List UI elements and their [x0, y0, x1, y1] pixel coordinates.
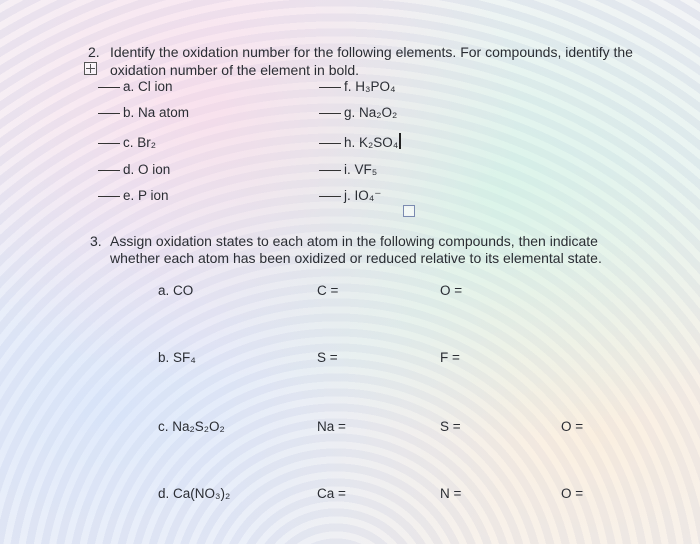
q3-atom-n: N = — [440, 486, 462, 501]
answer-blank — [98, 143, 120, 144]
checkbox-icon[interactable] — [403, 205, 415, 217]
q3-atom-na: Na = — [317, 419, 346, 434]
q2-item-c — [98, 135, 156, 150]
q2-item-j — [319, 188, 381, 204]
answer-blank — [319, 196, 341, 197]
q2-instructions-line1: Identify the oxidation number for the following elements. For compounds, identify the — [110, 44, 633, 60]
item-label: c. Br₂ — [123, 135, 156, 150]
q2-number: 2. — [88, 44, 100, 60]
item-label: f. H₃PO₄ — [344, 79, 396, 94]
answer-blank — [319, 170, 341, 171]
item-label: a. Cl ion — [123, 79, 173, 94]
q2-item-b — [98, 105, 189, 120]
q2-item-g — [319, 105, 397, 120]
q3-atom-f: F = — [440, 350, 460, 365]
q3-atom-ca: Ca = — [317, 486, 346, 501]
q3-atom-o: O = — [440, 283, 463, 298]
text-cursor-icon — [399, 133, 401, 149]
item-label: e. P ion — [123, 188, 169, 203]
q3-compound-d: d. Ca(NO₃)₂ — [158, 486, 231, 501]
answer-blank — [98, 196, 120, 197]
q2-item-d — [98, 162, 170, 177]
q3-atom-o: O = — [561, 486, 584, 501]
item-label: g. Na₂O₂ — [344, 105, 398, 120]
q3-compound-a: a. CO — [158, 283, 194, 298]
answer-blank — [319, 143, 341, 144]
q2-item-h — [319, 135, 398, 150]
expand-plus-icon[interactable] — [84, 62, 97, 75]
q3-instructions-line2: whether each atom has been oxidized or reduced relative to its elemental state. — [110, 250, 602, 266]
answer-blank — [319, 113, 341, 114]
answer-blank — [98, 170, 120, 171]
q3-atom-s: S = — [317, 350, 338, 365]
q3-instructions-line1: Assign oxidation states to each atom in the following compounds, then indicate — [110, 233, 598, 249]
answer-blank — [98, 87, 120, 88]
q3-atom-s: S = — [440, 419, 461, 434]
q2-instructions-line2: oxidation number of the element in bold. — [110, 62, 360, 78]
item-label: b. Na atom — [123, 105, 190, 120]
q2-item-f — [319, 79, 396, 94]
q3-compound-b: b. SF₄ — [158, 350, 196, 365]
q3-atom-c: C = — [317, 283, 339, 298]
answer-blank — [98, 113, 120, 114]
item-label: i. VF₅ — [344, 162, 378, 177]
answer-blank — [319, 87, 341, 88]
item-label: h. K₂SO₄ — [344, 135, 399, 150]
q2-item-i — [319, 162, 377, 177]
q2-item-e — [98, 188, 169, 203]
q3-number: 3. — [90, 233, 102, 249]
q3-compound-c: c. Na₂S₂O₂ — [158, 419, 225, 434]
item-label: j. IO₄⁻ — [344, 188, 382, 203]
q2-item-a — [98, 79, 173, 94]
q3-atom-o: O = — [561, 419, 584, 434]
item-label: d. O ion — [123, 162, 171, 177]
